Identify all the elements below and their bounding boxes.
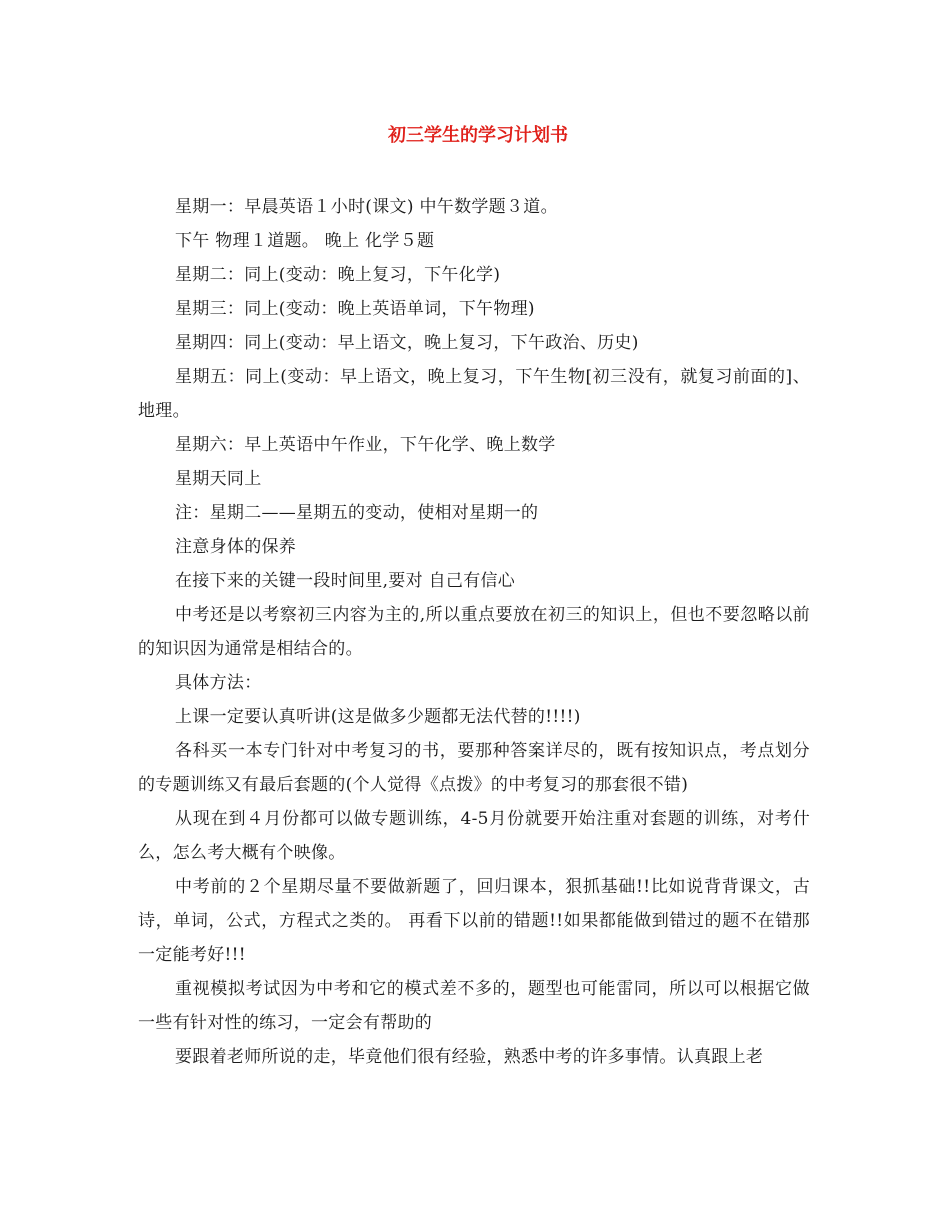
paragraph: 中考还是以考察初三内容为主的,所以重点要放在初三的知识上，但也不要忽略以前的知识因为通常是相结合的。 xyxy=(138,605,810,659)
paragraph: 星期五：同上(变动：早上语文，晚上复习，下午生物[初三没有，就复习前面的]、地理。 xyxy=(138,367,810,421)
paragraph: 星期四：同上(变动：早上语文，晚上复习，下午政治、历史) xyxy=(175,333,639,353)
document-title: 初三学生的学习计划书 xyxy=(388,125,568,146)
paragraph: 各科买一本专门针对中考复习的书，要那种答案详尽的，既有按知识点，考点划分的专题训练又有最后套题的(个人觉得《点拨》的中考复习的那套很不错) xyxy=(138,741,810,795)
paragraph: 下午 物理１道题。 晚上 化学５题 xyxy=(175,231,435,251)
paragraph: 要跟着老师所说的走，毕竟他们很有经验，熟悉中考的许多事情。认真跟上老 xyxy=(175,1047,764,1067)
paragraph: 星期天同上 xyxy=(175,469,262,489)
paragraph: 注：星期二——星期五的变动，使相对星期一的 xyxy=(175,503,539,523)
paragraph: 在接下来的关键一段时间里,要对 自己有信心 xyxy=(175,571,516,591)
paragraph: 重视模拟考试因为中考和它的模式差不多的，题型也可能雷同，所以可以根据它做一些有针对性的练习，一定会有帮助的 xyxy=(138,979,810,1033)
paragraph: 星期六：早上英语中午作业，下午化学、晚上数学 xyxy=(175,435,556,455)
paragraph: 中考前的２个星期尽量不要做新题了，回归课本，狠抓基础!!比如说背背课文，古诗，单词，公式，方程式之类的。 再看下以前的错题!!如果都能做到错过的题不在错那一定能考好!!! xyxy=(138,877,810,965)
paragraph: 星期二：同上(变动：晚上复习，下午化学) xyxy=(175,265,501,285)
document-page xyxy=(138,0,818,1230)
paragraph: 具体方法： xyxy=(175,673,262,693)
paragraph: 注意身体的保养 xyxy=(175,537,297,557)
document-body xyxy=(138,190,810,1074)
paragraph: 星期三：同上(变动：晚上英语单词，下午物理) xyxy=(175,299,535,319)
paragraph: 上课一定要认真听讲(这是做多少题都无法代替的!!!!) xyxy=(175,707,581,727)
paragraph: 星期一：早晨英语１小时(课文) 中午数学题３道。 xyxy=(175,197,558,217)
paragraph: 从现在到４月份都可以做专题训练，4-5月份就要开始注重对套题的训练，对考什么，怎么考大概有个映像。 xyxy=(138,809,810,863)
